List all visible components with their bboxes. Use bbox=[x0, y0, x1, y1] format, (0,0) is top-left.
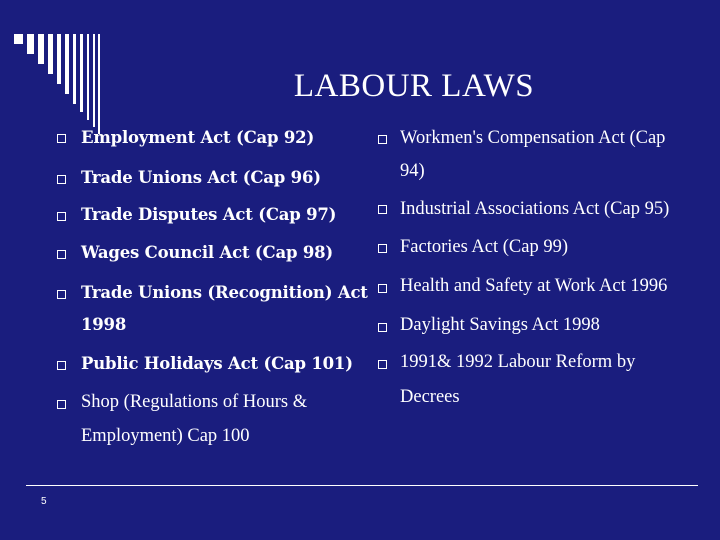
bullet-icon bbox=[57, 361, 66, 370]
bullet-icon bbox=[378, 360, 387, 369]
left-item-7: Shop (Regulations of Hours & bbox=[81, 392, 308, 412]
left-item-6: Public Holidays Act (Cap 101) bbox=[81, 354, 353, 373]
right-item-3: Factories Act (Cap 99) bbox=[400, 237, 568, 257]
bullet-icon bbox=[378, 244, 387, 253]
bullet-icon bbox=[57, 175, 66, 184]
left-item-7-cont: Employment) Cap 100 bbox=[81, 426, 250, 446]
left-item-5-cont: 1998 bbox=[81, 315, 127, 334]
page-number: 5 bbox=[41, 496, 47, 507]
right-item-5: Daylight Savings Act 1998 bbox=[400, 315, 600, 335]
right-item-6-cont: Decrees bbox=[400, 387, 460, 407]
bullet-icon bbox=[57, 134, 66, 143]
left-item-5: Trade Unions (Recognition) Act bbox=[81, 283, 368, 302]
right-item-2: Industrial Associations Act (Cap 95) bbox=[400, 199, 670, 219]
right-item-1-cont: 94) bbox=[400, 161, 425, 181]
bullet-icon bbox=[378, 135, 387, 144]
bullet-icon bbox=[378, 284, 387, 293]
left-item-2: Trade Unions Act (Cap 96) bbox=[81, 168, 321, 187]
bullet-icon bbox=[57, 250, 66, 259]
left-item-4: Wages Council Act (Cap 98) bbox=[81, 243, 334, 262]
slide-title: LABOUR LAWS bbox=[293, 68, 535, 104]
footer-divider bbox=[26, 485, 698, 486]
bullet-icon bbox=[57, 290, 66, 299]
bullet-icon bbox=[57, 212, 66, 221]
bullet-icon bbox=[378, 205, 387, 214]
left-item-3: Trade Disputes Act (Cap 97) bbox=[81, 205, 337, 224]
left-item-1: Employment Act (Cap 92) bbox=[81, 128, 315, 147]
bullet-icon bbox=[57, 400, 66, 409]
bullet-icon bbox=[378, 323, 387, 332]
right-item-6: 1991& 1992 Labour Reform by bbox=[400, 352, 636, 372]
right-item-4: Health and Safety at Work Act 1996 bbox=[400, 276, 668, 296]
right-item-1: Workmen's Compensation Act (Cap bbox=[400, 128, 666, 148]
